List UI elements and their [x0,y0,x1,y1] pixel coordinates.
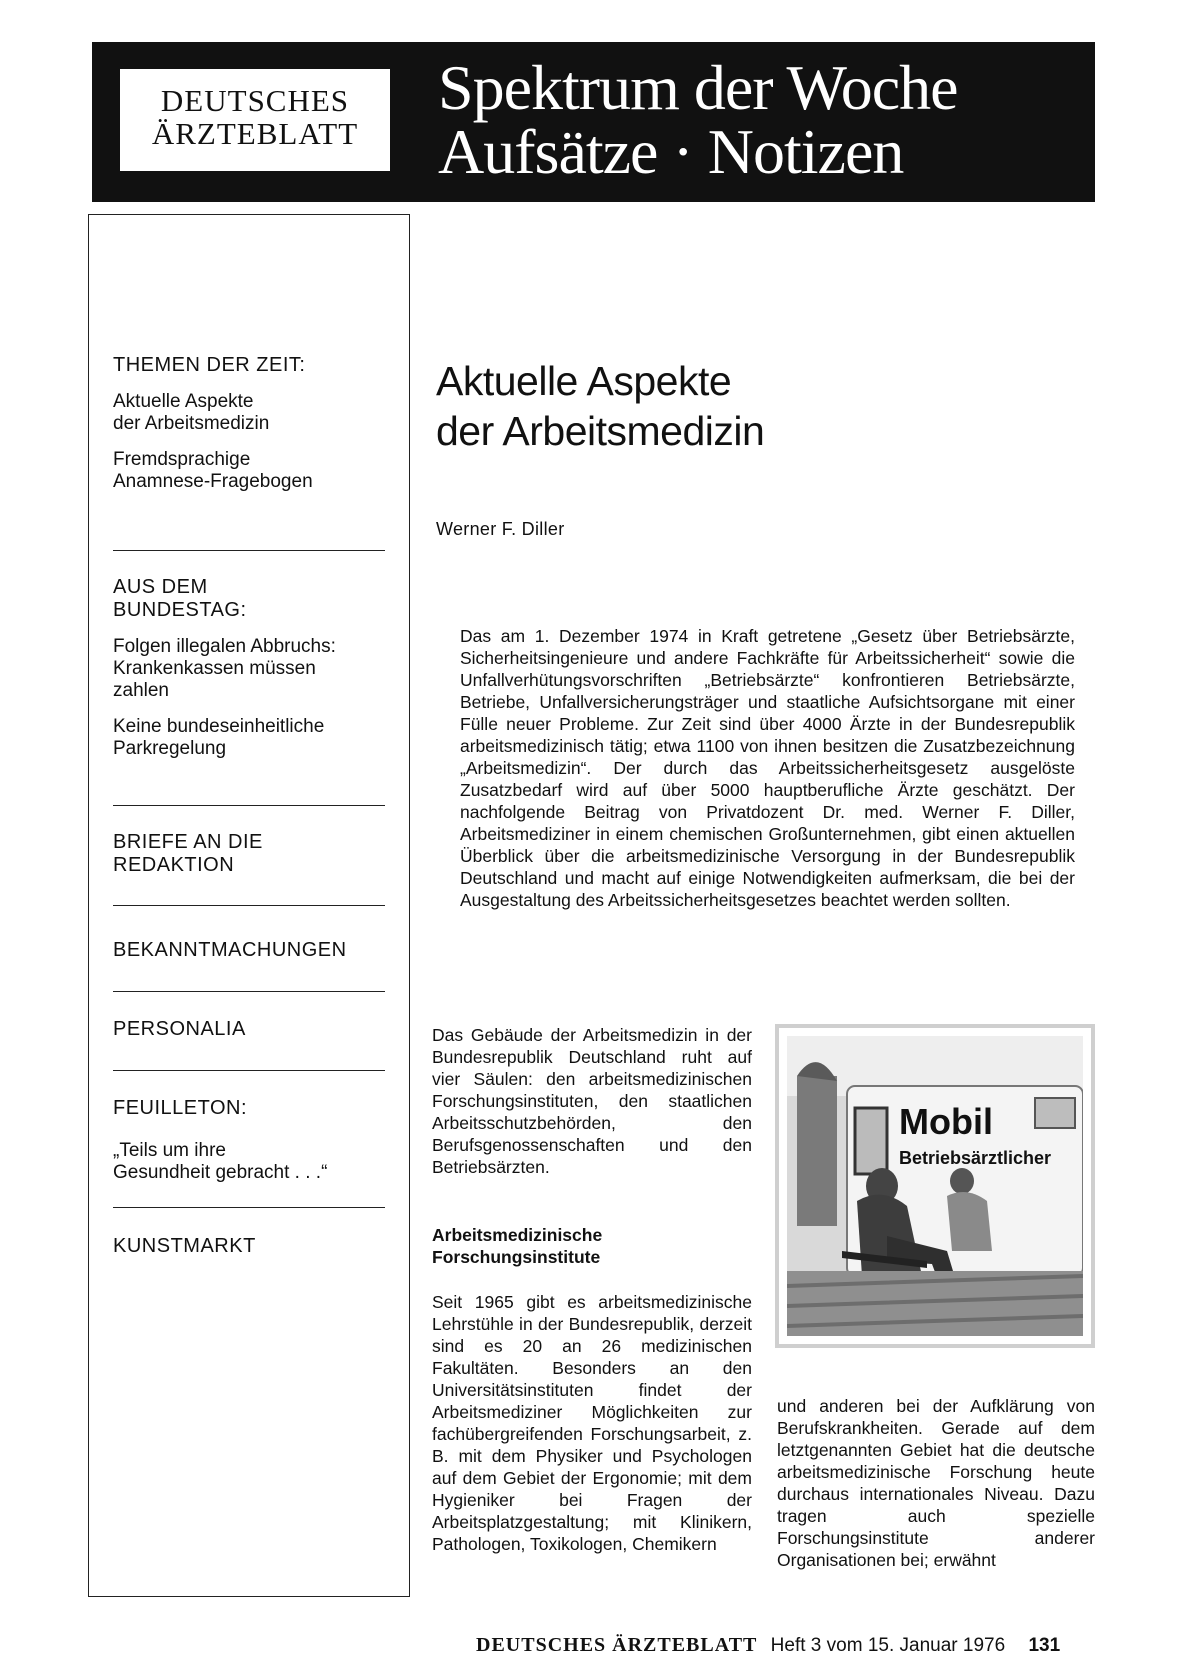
toc-divider [113,1207,385,1208]
toc-divider [113,550,385,551]
masthead-banner [92,42,1095,202]
toc-item-parkregelung[interactable]: Keine bundeseinheitliche Parkregelung [113,716,325,759]
toc-item-teils-um-ihre-gesundheit[interactable]: „Teils um ihre Gesundheit gebracht . . .“ [113,1140,328,1183]
photo-sign-sub: Betriebsärztlicher [899,1148,1052,1168]
toc-section-bekanntmachungen [113,939,393,962]
toc-section-personalia [113,1018,393,1041]
article-author: Werner F. Diller [436,519,565,539]
article-title-line-1: Aktuelle Aspekte [436,358,732,404]
toc-divider [113,991,385,992]
subheading-forschungsinstitute [432,1224,602,1268]
toc-section-kunstmarkt [113,1235,393,1258]
toc-section-themen [113,354,393,493]
article-abstract: Das am 1. Dezember 1974 in Kraft getretene „Gesetz über Betriebsärzte, Sicherheitsingenieure und andere Fachkräfte für Arbeitssicherheit“ sowie die Unfallverhütungsvorschriften „Betriebsärzte“ konfrontieren Betriebsärzte, Betriebe, Unfallversicherungsträger und staatliche Aufsichtsorgane mit einer Fülle neuer Probleme. Zur Zeit sind über 4000 Ärzte in der Bundesrepublik arbeitsmedizinisch tätig; etwa 1100 von ihnen besitzen die Zusatzbezeichnung „Arbeitsmedizin“. Der durch das Arbeitssicherheitsgesetz ausgelöste Zusatzbedarf wird auf über 5000 hauptberufliche Ärzte geschätzt. Der nachfolgende Beitrag von Privatdozent Dr. med. Werner F. Diller, Arbeitsmediziner in einem chemischen Großunternehmen, gibt einen aktuellen Überblick über die arbeitsmedizinische Versorgung in der Bundesrepublik Deutschland und macht auf einige Notwendigkeiten aufmerksam, die bei der Ausgestaltung des Arbeitssicherheitsgesetzes beachtet werden sollten. [460,626,1075,910]
article-title-line-2: der Arbeitsmedizin [436,408,765,454]
toc-divider [113,1070,385,1071]
toc-divider [113,805,385,806]
body-paragraph-intro: Das Gebäude der Arbeitsmedizin in der Bundesrepublik Deutschland ruht auf vier Säulen: den arbeitsmedizinischen Forschungsinstituten, den staatlichen Arbeitsschutzbehörden, den Berufsgenossenschaften und den Betriebsärzten. [432,1025,752,1177]
photo-mobile-medical-unit [775,1024,1095,1348]
toc-section-briefe [113,831,393,877]
photo-sign-main: Mobil [899,1101,993,1142]
toc-heading-personalia[interactable]: PERSONALIA [113,1018,246,1040]
footer-journal-name: DEUTSCHES ÄRZTEBLATT [476,1634,758,1656]
body-paragraph-lehrstuehle: Seit 1965 gibt es arbeitsmedizinische Lehrstühle in der Bundesrepublik, derzeit sind es 20 an 26 medizinischen Fakultäten. Besonders an den Universitätsinstituten findet der Arbeitsmediziner Möglichkeiten zur fachübergreifenden Forschungsarbeit, z. B. mit dem Physiker und Psychologen auf dem Gebiet der Ergonomie; mit dem Hygieniker bei Fragen der Arbeitsplatzgestaltung; mit Klinikern, Pathologen, Toxikologen, Chemikern [432,1292,752,1554]
toc-section-bundestag [113,576,393,760]
photo-image [787,1036,1083,1336]
section-title-line-1: Spektrum der Woche [438,52,958,123]
section-title [438,52,958,187]
subheading-line-1: Arbeitsmedizinische [432,1225,603,1245]
toc-section-feuilleton [113,1097,393,1184]
toc-heading-kunstmarkt[interactable]: KUNSTMARKT [113,1235,256,1257]
logo-line-1: DEUTSCHES [160,83,350,118]
page-footer [476,1634,1060,1657]
toc-divider [113,905,385,906]
body-paragraph-berufskrankheiten: und anderen bei der Aufklärung von Berufskrankheiten. Gerade auf dem letztgenannten Gebiet hat die deutsche arbeitsmedizinische Forschung heute durchaus internationales Niveau. Dazu tragen auch spezielle Forschungsinstitute anderer Organisationen bei; erwähnt [777,1396,1095,1570]
toc-heading-bekanntmachungen[interactable]: BEKANNTMACHUNGEN [113,939,347,961]
footer-issue: Heft 3 vom 15. Januar 1976 [770,1635,1006,1656]
toc-heading-feuilleton: FEUILLETON: [113,1097,248,1119]
toc-heading-briefe[interactable]: BRIEFE AN DIE REDAKTION [113,831,263,876]
logo-line-2: ÄRZTEBLATT [151,116,359,151]
toc-item-aktuelle-aspekte[interactable]: Aktuelle Aspekte der Arbeitsmedizin [113,391,270,434]
page-number: 131 [1028,1635,1061,1656]
subheading-line-2: Forschungsinstitute [432,1247,601,1267]
toc-heading-bundestag: AUS DEM BUNDESTAG: [113,576,247,621]
toc-heading-themen: THEMEN DER ZEIT: [113,354,306,376]
toc-item-folgen-abbruchs[interactable]: Folgen illegalen Abbruchs: Krankenkassen müssen zahlen [113,636,336,701]
photo-illustration [787,1036,1083,1336]
article-title [436,356,764,456]
toc-item-anamnese-fragebogen[interactable]: Fremdsprachige Anamnese-Fragebogen [113,449,313,492]
section-title-line-2: Aufsätze · Notizen [438,116,904,187]
journal-logo [120,69,390,171]
table-of-contents-box [88,214,410,1597]
